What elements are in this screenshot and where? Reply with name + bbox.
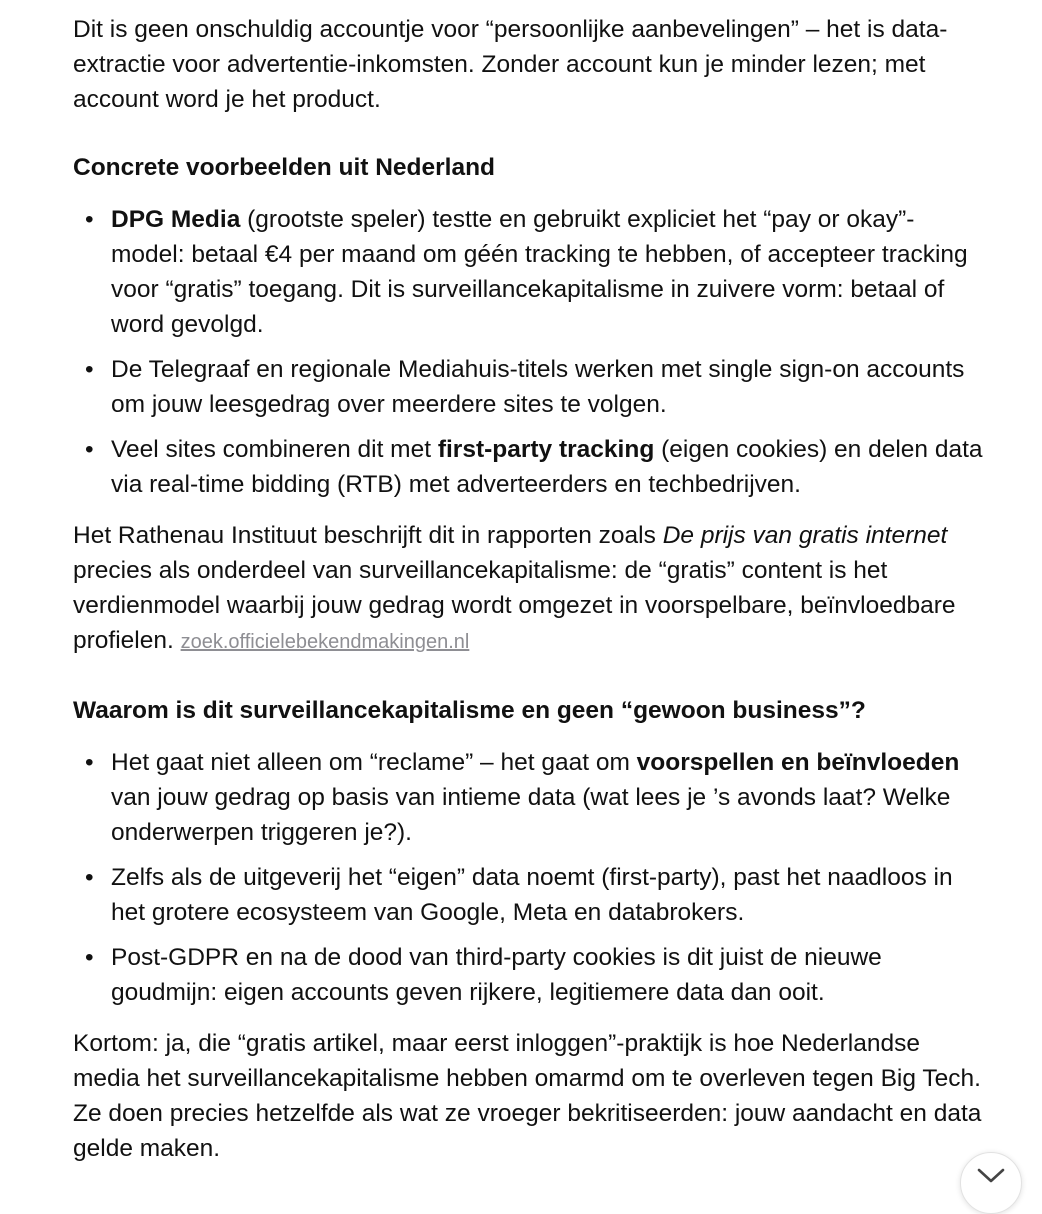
- rathenau-paragraph: [73, 518, 983, 660]
- examples-list: [73, 202, 983, 502]
- list-item: [73, 860, 983, 930]
- intro-paragraph: Dit is geen onschuldig accountje voor “persoonlijke aanbevelingen” – het is data-extractie voor advertentie-inkomsten. Zonder account kun je minder lezen; met account word je het product.: [73, 16, 948, 113]
- item-text: (grootste speler) testte en gebruikt expliciet het “pay or okay”-model: betaal €4 per maand om géén tracking te hebben, of accepteer tracking voor “gratis” toegang. Dit is surveillancekapitalisme in zuivere vorm: betaal of word gevolgd.: [111, 206, 968, 338]
- list-item: [73, 202, 983, 342]
- section-heading-why: Waarom is dit surveillancekapitalisme en geen “gewoon business”?: [73, 697, 866, 724]
- section-heading-examples: Concrete voorbeelden uit Nederland: [73, 154, 496, 181]
- list-item: [73, 432, 983, 502]
- list-item: [73, 940, 983, 1010]
- item-text: (eigen cookies) en delen data via real-time bidding (RTB) met adverteerders en techbedrijven.: [111, 436, 983, 498]
- bold-text: voorspellen en beïnvloeden: [636, 749, 960, 776]
- list-item: [73, 352, 983, 422]
- chevron-down-icon: [977, 1168, 1005, 1184]
- source-link[interactable]: zoek.officielebekendmakingen.nl: [180, 631, 470, 653]
- paragraph-text: precies als onderdeel van surveillancekapitalisme: de “gratis” content is het verdienmodel waarbij jouw gedrag wordt omgezet in voorspelbare, beïnvloedbare profielen.: [73, 557, 956, 654]
- conclusion-paragraph: Kortom: ja, die “gratis artikel, maar eerst inloggen”-praktijk is hoe Nederlandse media het surveillancekapitalisme hebben omarmd om te overleven tegen Big Tech. Ze doen precies hetzelfde als wat ze vroeger bekritiseerden: jouw aandacht en data gelde maken.: [73, 1030, 982, 1162]
- scroll-down-button[interactable]: [960, 1152, 1022, 1214]
- paragraph-text: Het Rathenau Instituut beschrijft dit in rapporten zoals: [73, 522, 663, 549]
- item-text: Post-GDPR en na de dood van third-party cookies is dit juist de nieuwe goudmijn: eigen accounts geven rijkere, legitiemere data dan ooit.: [111, 944, 882, 1006]
- list-item: [73, 745, 983, 850]
- item-text: De Telegraaf en regionale Mediahuis-titels werken met single sign-on accounts om jouw leesgedrag over meerdere sites te volgen.: [111, 356, 965, 418]
- reasons-list: [73, 745, 983, 1010]
- bold-text: DPG Media: [111, 206, 241, 233]
- bold-text: first-party tracking: [437, 436, 655, 463]
- item-text: Veel sites combineren dit met: [111, 436, 438, 463]
- item-text: Zelfs als de uitgeverij het “eigen” data noemt (first-party), past het naadloos in het grotere ecosysteem van Google, Meta en databrokers.: [111, 864, 953, 926]
- message-content: [73, 12, 983, 1166]
- item-text: van jouw gedrag op basis van intieme data (wat lees je ’s avonds laat? Welke onderwerpen triggeren je?).: [111, 784, 951, 846]
- item-text: Het gaat niet alleen om “reclame” – het gaat om: [111, 749, 637, 776]
- report-title: De prijs van gratis internet: [662, 522, 948, 549]
